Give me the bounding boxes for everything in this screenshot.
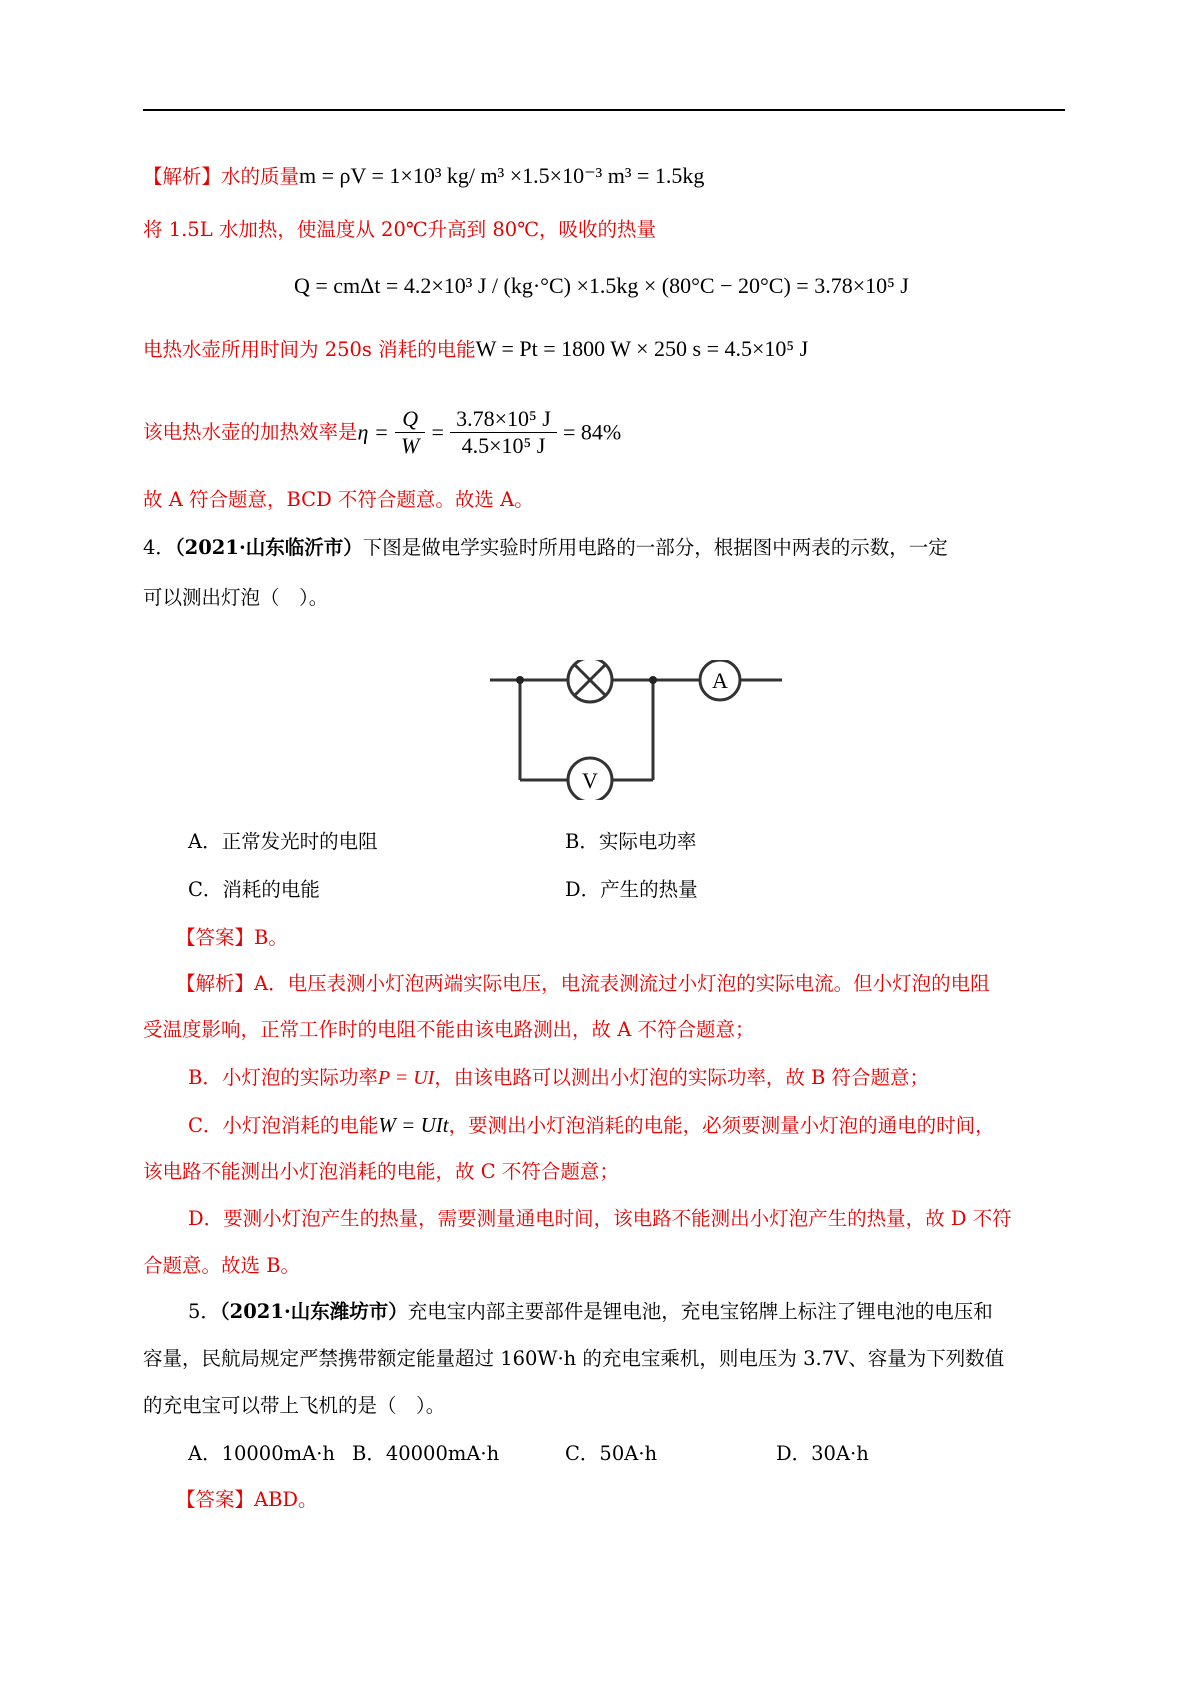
q5-answer-label: 【答案】 bbox=[176, 1488, 255, 1511]
analysis-mass-line bbox=[143, 162, 704, 191]
q4-answer-label: 【答案】 bbox=[176, 926, 255, 949]
q4-analysis-line3 bbox=[188, 1064, 929, 1092]
mass-formula: m = ρV = 1×10³ kg/ m³ ×1.5×10⁻³ m³ = 1.5kg bbox=[299, 163, 705, 188]
q5-option-d: D．30A·h bbox=[776, 1442, 869, 1465]
q5-option-b: B．40000mA·h bbox=[352, 1442, 500, 1465]
power-formula: P = UI bbox=[377, 1067, 435, 1089]
q4-analysis-b-text: B．小灯泡的实际功率 bbox=[188, 1066, 378, 1089]
q4-source: （2021·山东临沂市） bbox=[174, 536, 363, 559]
conclusion-line: 故 A 符合题意，BCD 不符合题意。故选 A。 bbox=[143, 488, 534, 511]
equals-sign: = bbox=[431, 419, 444, 445]
q5-source: （2021·山东潍坊市） bbox=[219, 1300, 408, 1323]
value-fraction bbox=[450, 406, 557, 459]
q4-analysis-line4 bbox=[188, 1111, 995, 1140]
q4-stem-line1 bbox=[143, 534, 948, 562]
fraction-denominator: 4.5×10⁵ J bbox=[461, 433, 546, 458]
q4-answer: B。 bbox=[254, 926, 288, 949]
lamp-icon bbox=[568, 660, 612, 702]
q4-analysis-b-rest: ，由该电路可以测出小灯泡的实际功率，故 B 符合题意； bbox=[434, 1066, 930, 1089]
q5-number: 5． bbox=[188, 1300, 220, 1323]
q4-stem-line2: 可以测出灯泡（ ）。 bbox=[143, 586, 329, 609]
q4-analysis-text1: A．电压表测小灯泡两端实际电压，电流表测流过小灯泡的实际电流。但小灯泡的电阻 bbox=[254, 972, 990, 995]
eta-symbol: η = bbox=[357, 419, 389, 445]
junction-node-left bbox=[516, 676, 524, 684]
energy-formula: W = Pt = 1800 W × 250 s = 4.5×10⁵ J bbox=[475, 336, 809, 361]
q4-analysis-line2: 受温度影响，正常工作时的电阻不能由该电路测出，故 A 不符合题意； bbox=[143, 1018, 755, 1041]
q4-answer-line bbox=[176, 924, 288, 952]
q5-stem-line2: 容量，民航局规定严禁携带额定能量超过 160W·h 的充电宝乘机，则电压为 3.7V、容量为下列数值 bbox=[143, 1347, 1005, 1370]
q5-answer: ABD。 bbox=[254, 1488, 318, 1511]
q5-option-c: C．50A·h bbox=[565, 1442, 658, 1465]
q4-option-d: D．产生的热量 bbox=[565, 878, 698, 901]
energy-line bbox=[143, 335, 808, 364]
q-over-w-fraction bbox=[395, 406, 425, 459]
q4-option-b: B．实际电功率 bbox=[565, 830, 697, 853]
q4-stem1: 下图是做电学实验时所用电路的一部分，根据图中两表的示数，一定 bbox=[362, 536, 948, 559]
voltmeter-label: V bbox=[582, 768, 598, 793]
q4-analysis-label: 【解析】 bbox=[176, 972, 255, 995]
fraction-w: W bbox=[400, 433, 420, 458]
analysis-text: 水的质量 bbox=[221, 165, 300, 188]
q5-stem-line1 bbox=[188, 1298, 993, 1326]
q5-stem-line3: 的充电宝可以带上飞机的是（ ）。 bbox=[143, 1394, 446, 1417]
q5-option-a: A．10000mA·h bbox=[188, 1442, 335, 1465]
junction-node-right bbox=[649, 676, 657, 684]
q4-number: 4． bbox=[143, 536, 175, 559]
q4-analysis-line7: 合题意。故选 B。 bbox=[143, 1254, 301, 1277]
efficiency-line bbox=[143, 402, 621, 463]
q4-analysis-line1 bbox=[176, 970, 990, 998]
voltmeter-icon bbox=[568, 758, 612, 800]
heat-formula-line bbox=[294, 272, 909, 301]
energy-text: 电热水壶所用时间为 250s 消耗的电能 bbox=[143, 338, 476, 361]
q4-option-a: A．正常发光时的电阻 bbox=[188, 830, 378, 853]
q4-analysis-c-rest: ，要测出小灯泡消耗的电能，必须要测量小灯泡的通电的时间， bbox=[448, 1114, 995, 1137]
heat-formula: Q = cmΔt = 4.2×10³ J / (kg·°C) ×1.5kg × (80°C − 20°C) = 3.78×10⁵ J bbox=[294, 273, 909, 298]
header-rule bbox=[143, 109, 1065, 111]
ammeter-icon bbox=[700, 660, 740, 700]
fraction-numerator: 3.78×10⁵ J bbox=[450, 406, 557, 433]
heating-description: 将 1.5L 水加热，使温度从 20℃升高到 80℃，吸收的热量 bbox=[143, 218, 657, 241]
electric-energy-formula: W = UIt bbox=[378, 1113, 449, 1137]
q4-analysis-line6: D．要测小灯泡产生的热量，需要测量通电时间，该电路不能测出小灯泡产生的热量，故 D 不符 bbox=[188, 1207, 1012, 1230]
ammeter-label: A bbox=[712, 668, 728, 693]
efficiency-result: = 84% bbox=[562, 419, 622, 445]
efficiency-text: 该电热水壶的加热效率是 bbox=[143, 420, 358, 444]
q4-analysis-c-text: C．小灯泡消耗的电能 bbox=[188, 1114, 379, 1137]
q4-analysis-line5: 该电路不能测出小灯泡消耗的电能，故 C 不符合题意； bbox=[143, 1160, 619, 1183]
q5-answer-line bbox=[176, 1486, 318, 1514]
analysis-label: 【解析】 bbox=[143, 165, 222, 188]
fraction-q: Q bbox=[395, 406, 425, 433]
q5-stem1: 充电宝内部主要部件是锂电池，充电宝铭牌上标注了锂电池的电压和 bbox=[407, 1300, 993, 1323]
q4-option-c: C．消耗的电能 bbox=[188, 878, 320, 901]
circuit-diagram bbox=[490, 660, 790, 800]
